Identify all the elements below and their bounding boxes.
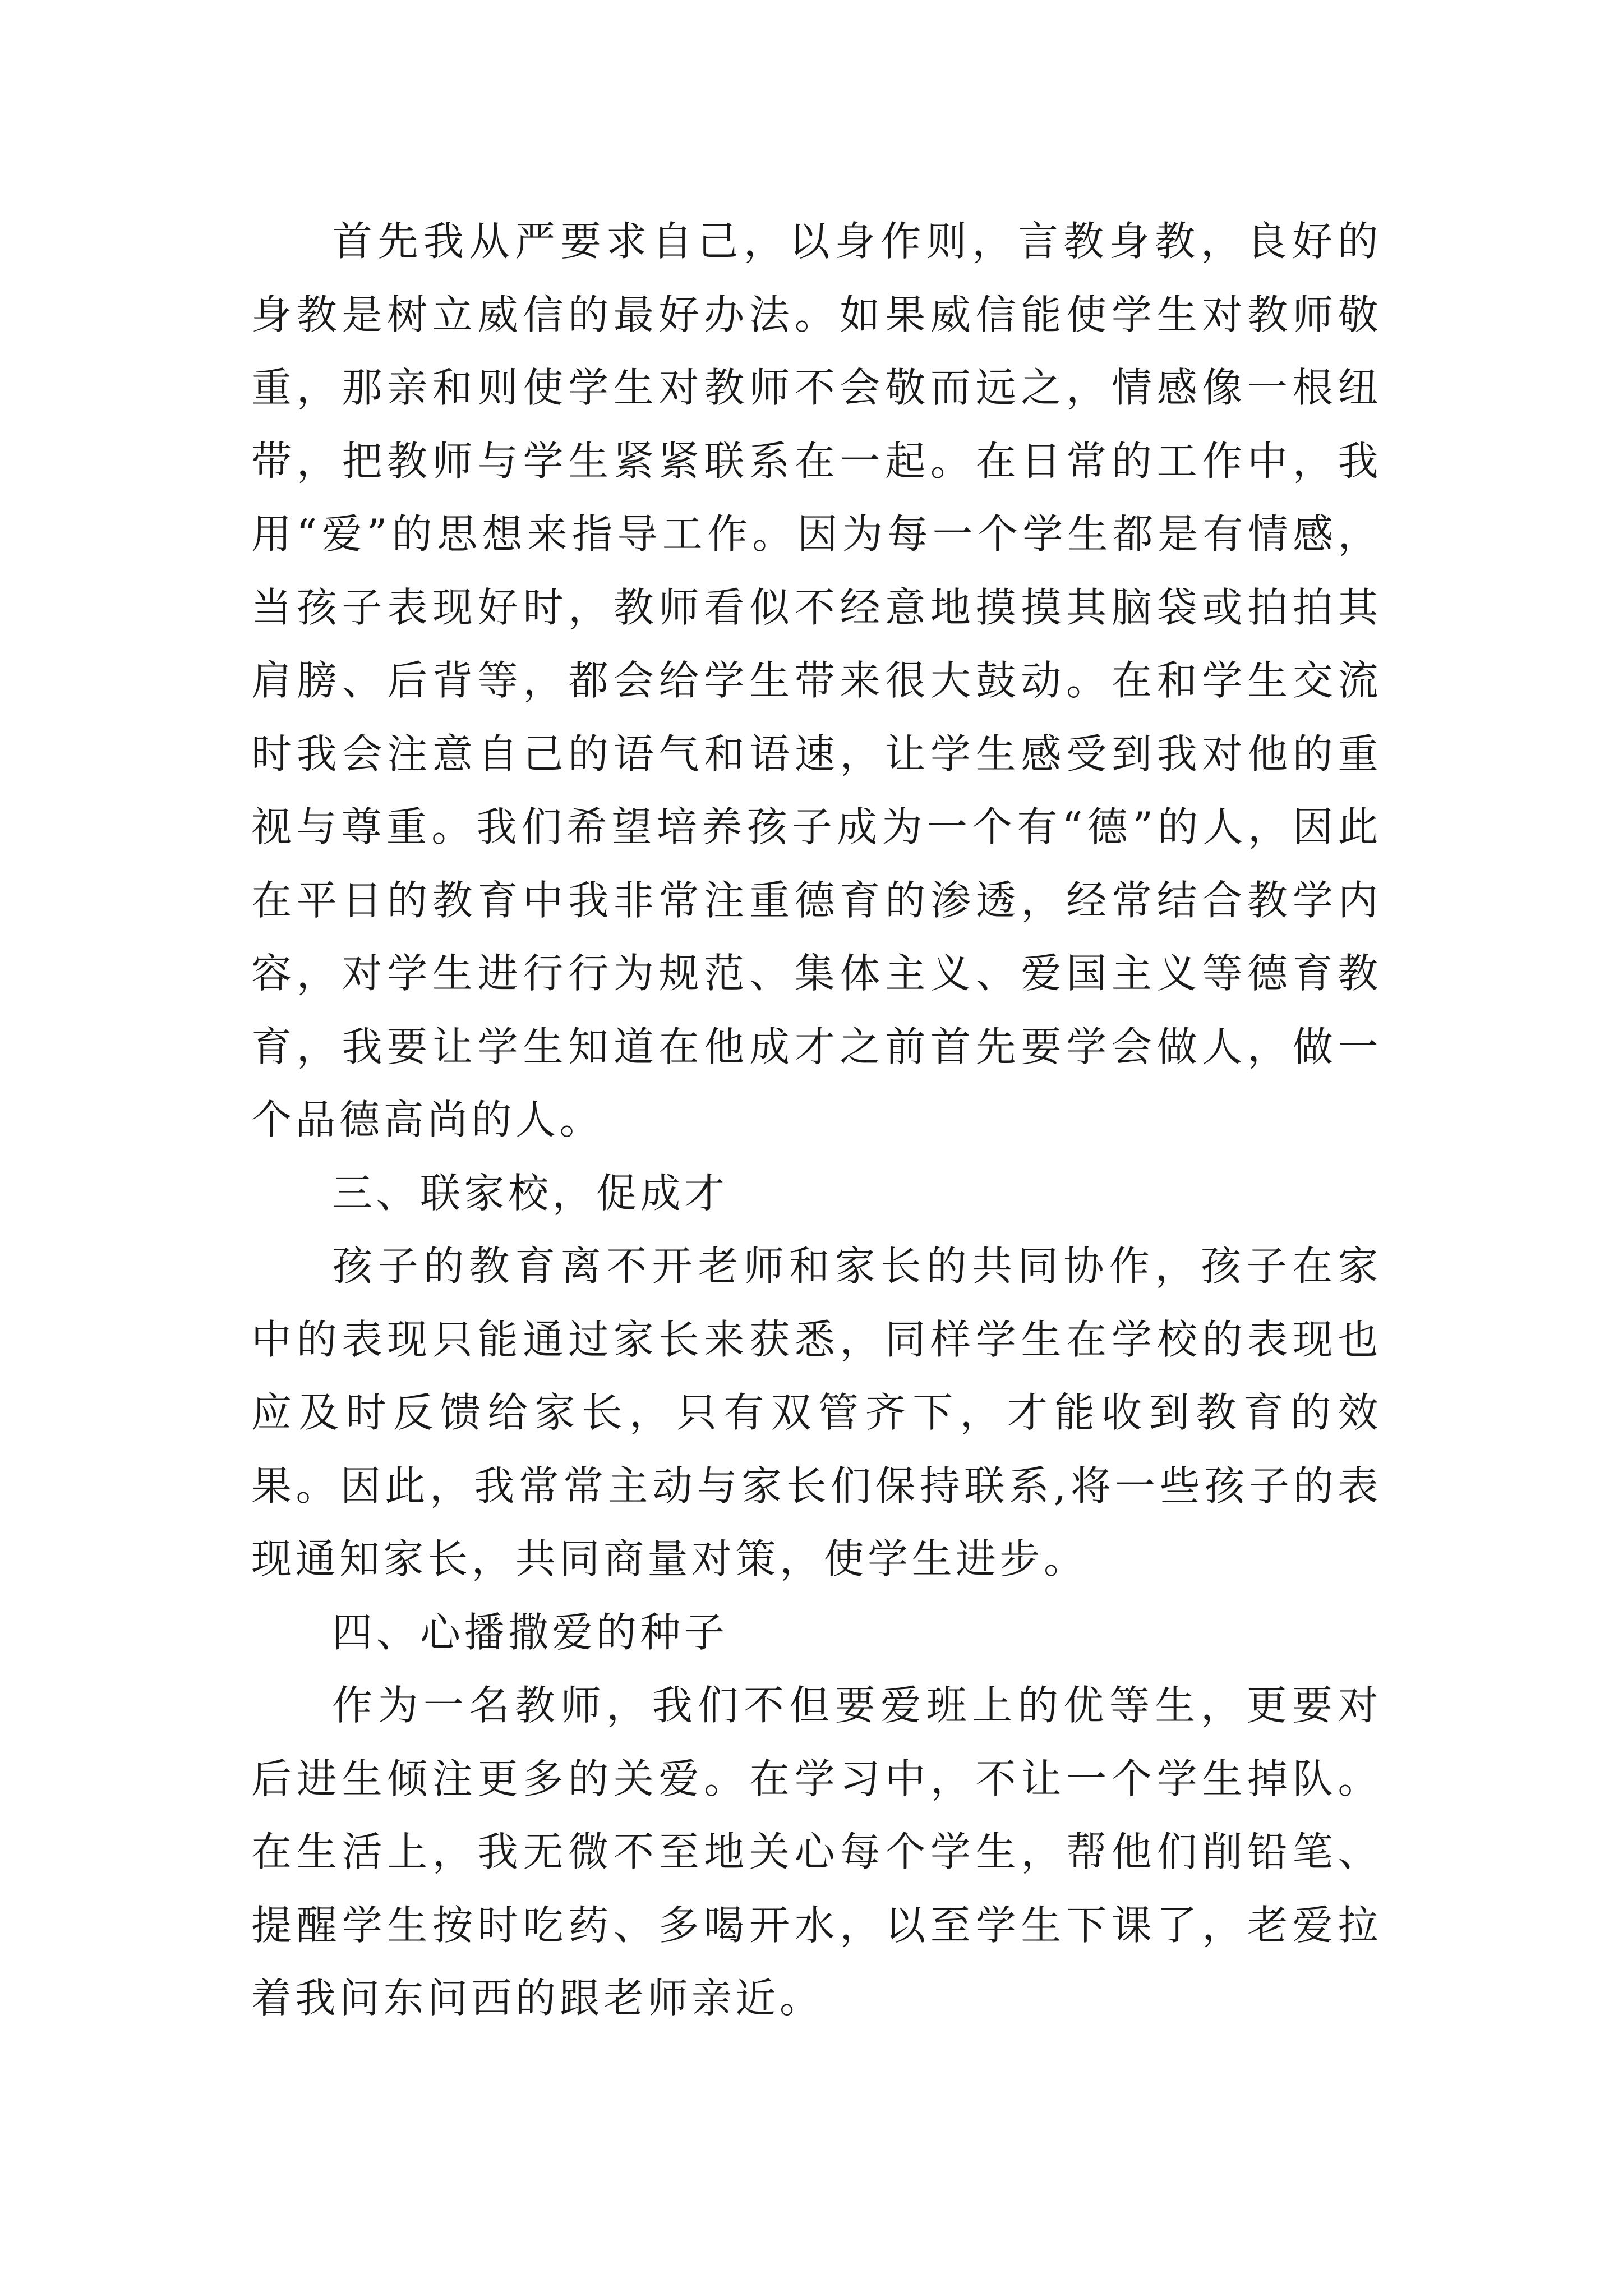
section-heading-love: 四、心播撒爱的种子 [332,1608,728,1656]
paragraph-love: 作为一名教师，我们不但要爱班上的优等生，更要对后进生倾注更多的关爱。在学习中，不让一个学生掉队。在生活上，我无微不至地关心每个学生，帮他们削铅笔、提醒学生按时吃药、多喝开水，以至学生下课了，老爱拉着我问东问西的跟老师亲近。 [251,1682,1382,2022]
section-heading-home-school: 三、联家校，促成才 [332,1169,728,1217]
body-text [251,205,1382,2035]
paragraph-home-school: 孩子的教育离不开老师和家长的共同协作，孩子在家中的表现只能通过家长来获悉，同样学生在学校的表现也应及时反馈给家长，只有双管齐下，才能收到教育的效果。因此，我常常主动与家长们保持联系,将一些孩子的表现通知家长，共同商量对策，使学生进步。 [251,1243,1382,1582]
paragraph-teacher-example: 首先我从严要求自己，以身作则，言教身教，良好的身教是树立威信的最好办法。如果威信能使学生对教师敬重，那亲和则使学生对教师不会敬而远之，情感像一根纽带，把教师与学生紧紧联系在一起。在日常的工作中，我用“爱”的思想来指导工作。因为每一个学生都是有情感，当孩子表现好时，教师看似不经意地摸摸其脑袋或拍拍其肩膀、后背等，都会给学生带来很大鼓动。在和学生交流时我会注意自己的语气和语速，让学生感受到我对他的重视与尊重。我们希望培养孩子成为一个有“德”的人，因此在平日的教育中我非常注重德育的渗透，经常结合教学内容，对学生进行行为规范、集体主义、爱国主义等德育教育，我要让学生知道在他成才之前首先要学会做人，做一个品德高尚的人。 [251,218,1382,1143]
